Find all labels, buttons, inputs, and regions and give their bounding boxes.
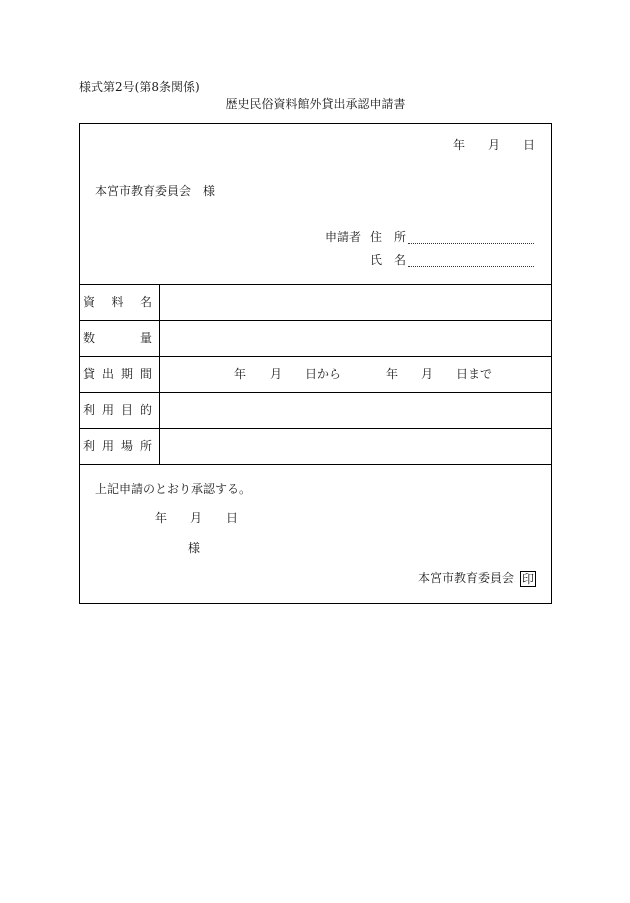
application-date-year: 年 bbox=[453, 138, 466, 152]
location-row bbox=[80, 428, 551, 464]
loan-from-month: 月 bbox=[270, 367, 283, 381]
loan-from-day: 日から bbox=[305, 367, 342, 381]
application-date-day: 日 bbox=[523, 138, 536, 152]
material-name-field bbox=[159, 285, 551, 320]
application-date-month: 月 bbox=[488, 138, 501, 152]
location-label: 利 用 場 所 bbox=[83, 439, 152, 453]
quantity-row bbox=[80, 320, 551, 356]
application-form bbox=[79, 123, 552, 604]
purpose-field bbox=[159, 393, 551, 428]
approval-date-day: 日 bbox=[226, 511, 239, 525]
loan-to-day: 日まで bbox=[456, 367, 493, 381]
name-label: 氏 名 bbox=[370, 253, 407, 267]
loan-period-field bbox=[159, 357, 551, 392]
issuer-name: 本宮市教育委員会 bbox=[418, 571, 515, 585]
name-field bbox=[408, 254, 534, 267]
address-field bbox=[408, 231, 534, 244]
quantity-label: 数 量 bbox=[83, 331, 152, 345]
loan-to-year: 年 bbox=[386, 367, 399, 381]
purpose-label: 利 用 目 的 bbox=[83, 403, 152, 417]
approval-statement: 上記申請のとおり承認する。 bbox=[95, 482, 252, 496]
form-number: 様式第2号(第8条関係) bbox=[79, 80, 200, 94]
loan-from-year: 年 bbox=[234, 367, 247, 381]
addressee: 本宮市教育委員会 様 bbox=[95, 184, 216, 198]
loan-period-label: 貸 出 期 間 bbox=[83, 367, 152, 381]
approval-date-month: 月 bbox=[190, 511, 203, 525]
application-section bbox=[80, 124, 551, 284]
address-label: 住 所 bbox=[370, 230, 407, 244]
applicant-label: 申請者 bbox=[325, 230, 362, 244]
loan-period-row bbox=[80, 356, 551, 392]
material-name-label: 資 料 名 bbox=[83, 295, 152, 309]
location-field bbox=[159, 429, 551, 464]
recipient-honorific: 様 bbox=[188, 541, 201, 555]
approval-date-year: 年 bbox=[155, 511, 168, 525]
seal-mark: 印 bbox=[521, 572, 534, 586]
purpose-row bbox=[80, 392, 551, 428]
quantity-field bbox=[159, 321, 551, 356]
form-title: 歴史民俗資料館外貸出承認申請書 bbox=[225, 97, 406, 111]
approval-section bbox=[80, 464, 551, 603]
loan-to-month: 月 bbox=[421, 367, 434, 381]
material-name-row bbox=[80, 284, 551, 320]
